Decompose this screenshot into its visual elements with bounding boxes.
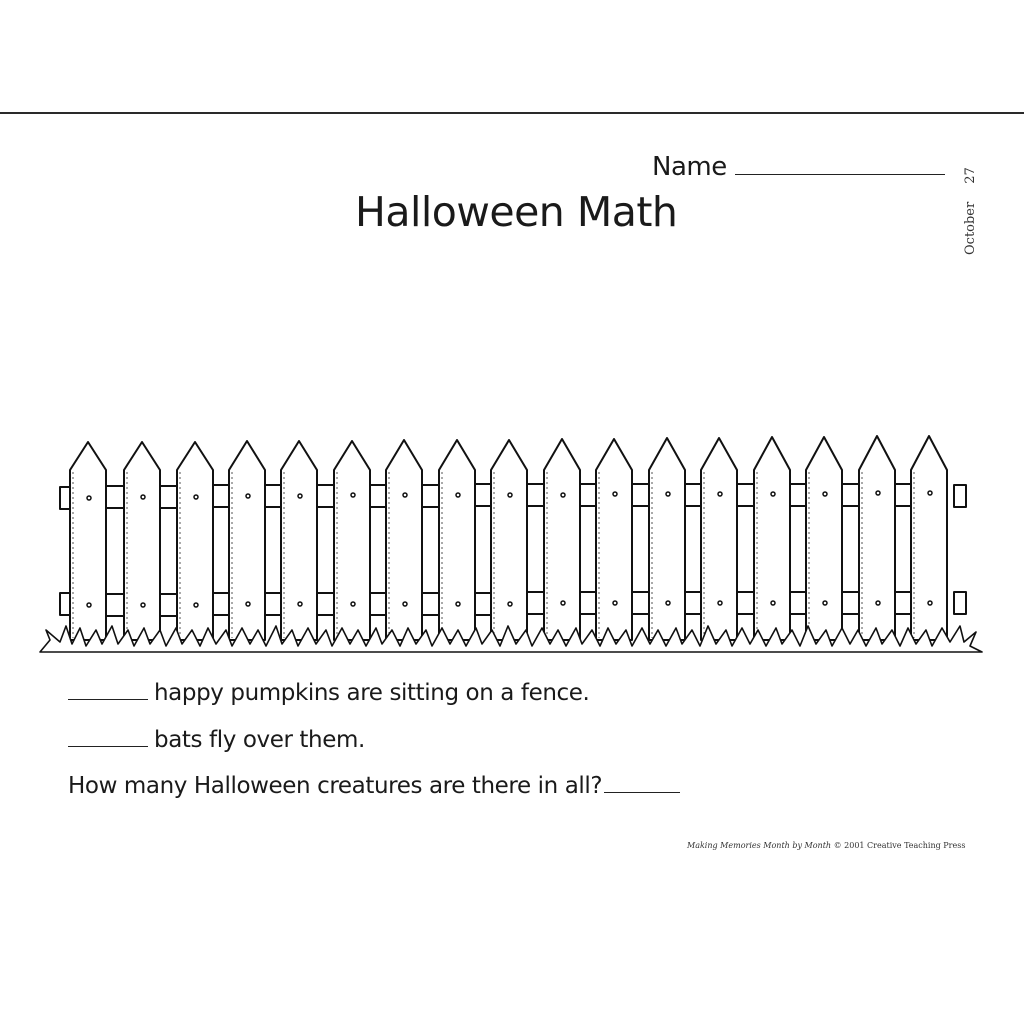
question-pumpkins [68, 680, 589, 706]
picket-fence-illustration [36, 430, 986, 660]
book-title: Making Memories Month by Month [687, 841, 832, 850]
top-divider [0, 112, 1024, 114]
question-text: bats fly over them. [154, 727, 365, 753]
side-month: October [963, 201, 978, 255]
question-bats [68, 727, 365, 753]
question-text: happy pumpkins are sitting on a fence. [154, 680, 590, 706]
name-blank[interactable] [735, 152, 945, 175]
copyright-footer [687, 841, 965, 850]
answer-blank-total[interactable] [604, 774, 680, 793]
worksheet-title: Halloween Math [355, 188, 678, 236]
side-page-number: 27 [963, 167, 978, 184]
side-page-label [963, 149, 978, 255]
name-label: Name [652, 152, 727, 182]
name-field [652, 152, 945, 182]
answer-blank-bats[interactable] [68, 728, 148, 747]
copyright-text: © 2001 Creative Teaching Press [833, 841, 966, 850]
question-total [68, 773, 680, 799]
answer-blank-pumpkins[interactable] [68, 681, 148, 700]
question-text: How many Halloween creatures are there in all? [68, 773, 603, 799]
